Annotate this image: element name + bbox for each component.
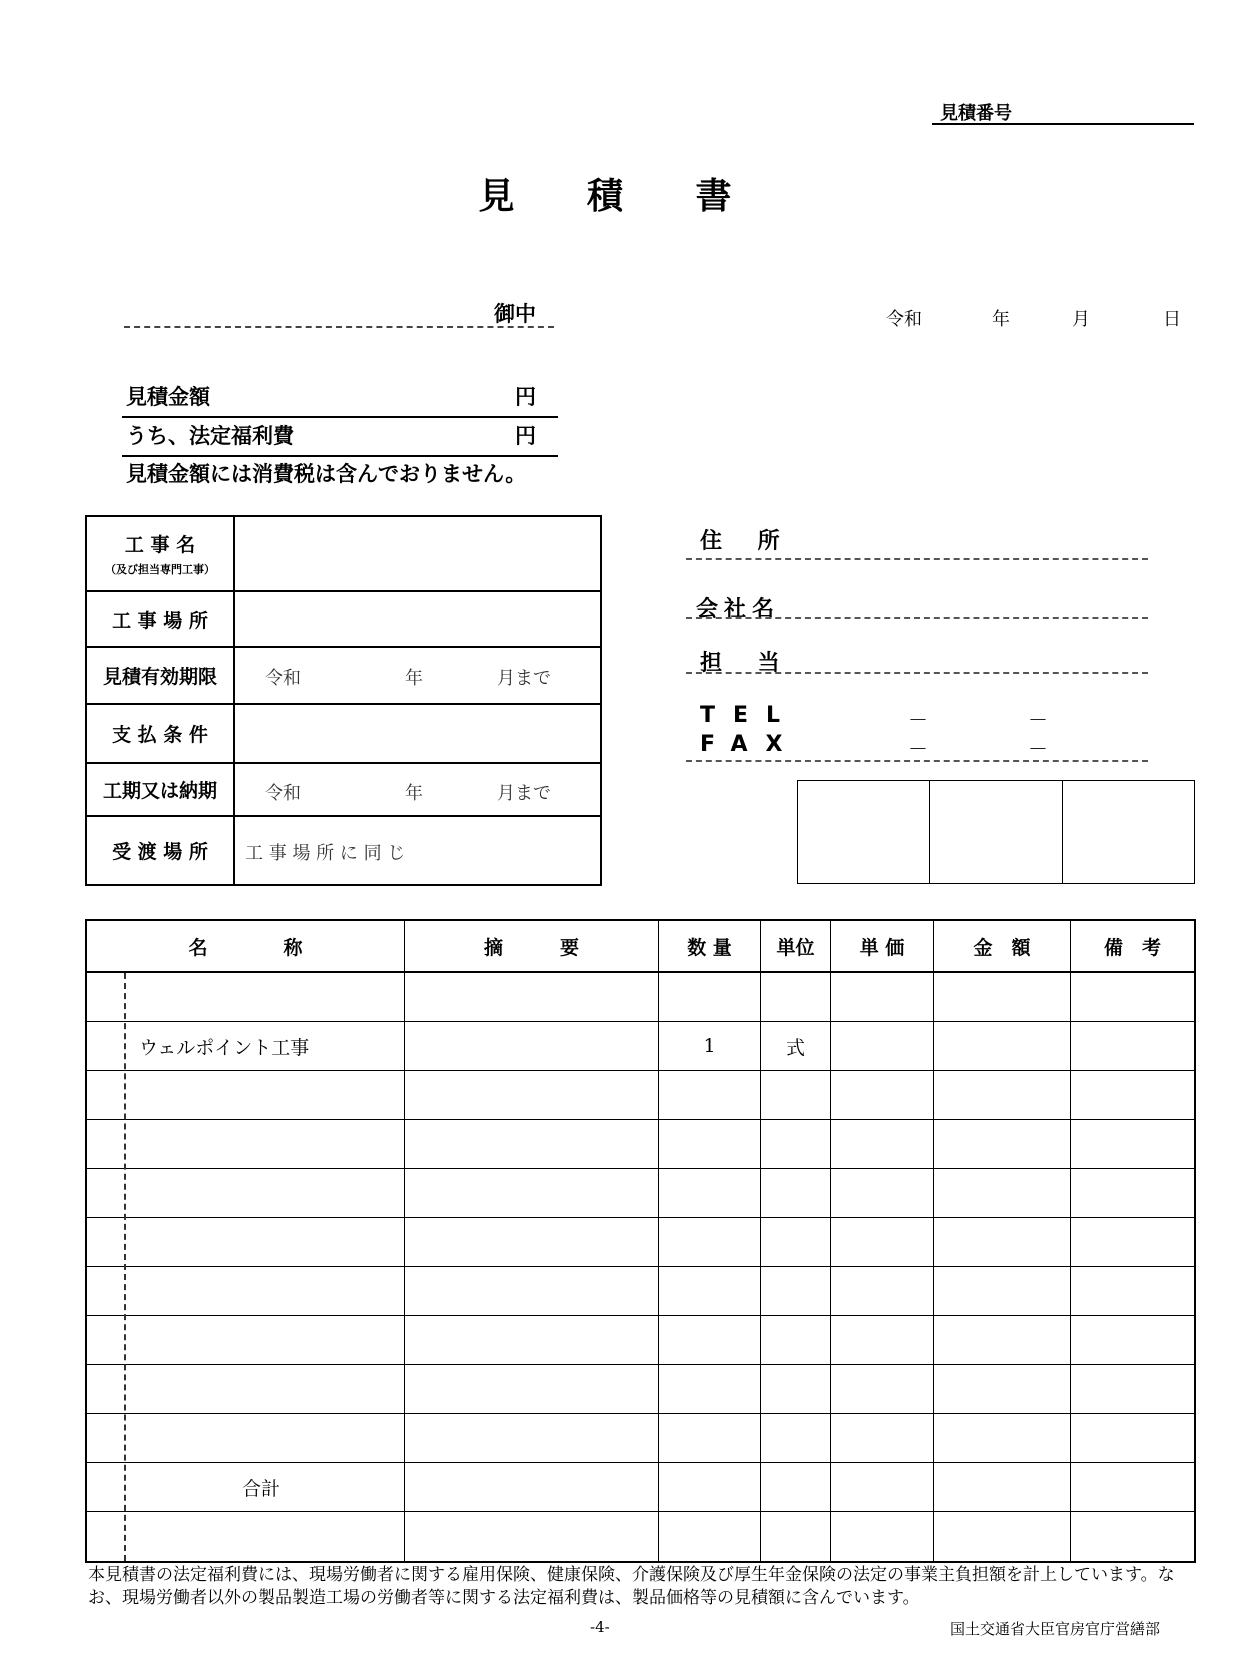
item-table	[85, 919, 1196, 1563]
cell-amount	[934, 1365, 1071, 1413]
cell-quantity	[659, 1414, 761, 1462]
person-label: 担 当	[700, 651, 794, 676]
cell-name	[87, 1365, 405, 1413]
cell-quantity	[659, 1365, 761, 1413]
date-day: 日	[1163, 309, 1181, 330]
cell-amount	[934, 1022, 1071, 1070]
table-row	[87, 1463, 1194, 1512]
date-year: 年	[992, 309, 1010, 330]
page-number: -4-	[590, 1618, 610, 1636]
cell-unit	[761, 1169, 831, 1217]
cell-summary	[405, 1316, 659, 1364]
cell-name	[87, 1120, 405, 1168]
header-quantity: 数 量	[659, 921, 761, 971]
table-row	[87, 1365, 1194, 1414]
construction-name-row	[87, 517, 600, 592]
company-line	[686, 617, 1148, 619]
delivery-value: 工 事 場 所 に 同 じ	[245, 843, 406, 864]
fax-dash-1: －	[908, 737, 928, 761]
cell-quantity	[659, 1071, 761, 1119]
stamp-box	[930, 781, 1062, 883]
table-row	[87, 1267, 1194, 1316]
validity-year: 年	[405, 668, 423, 689]
cell-summary	[405, 1071, 659, 1119]
table-row	[87, 1120, 1194, 1169]
cell-amount	[934, 1169, 1071, 1217]
header-unit: 単位	[761, 921, 831, 971]
item-table-header	[87, 921, 1194, 973]
delivery-value-cell	[235, 817, 600, 884]
cell-name-text: ウェルポイント工事	[139, 1036, 310, 1059]
cell-summary	[405, 1365, 659, 1413]
tel-dash-2: －	[1028, 708, 1048, 732]
payment-value	[235, 705, 600, 762]
welfare-amount-unit: 円	[515, 424, 536, 448]
cell-remarks	[1071, 1316, 1194, 1364]
cell-unit-price	[831, 1120, 934, 1168]
cell-name	[87, 1414, 405, 1462]
table-row	[87, 1218, 1194, 1267]
cell-unit	[761, 1316, 831, 1364]
cell-name-text: 合計	[242, 1477, 281, 1500]
period-era: 令和	[265, 783, 301, 804]
fax-line	[686, 760, 1148, 762]
cell-remarks	[1071, 1022, 1194, 1070]
cell-unit	[761, 1071, 831, 1119]
cell-unit-price	[831, 1022, 934, 1070]
person-line	[686, 672, 1148, 674]
tel-label: TEL	[700, 703, 799, 728]
stamp-boxes	[797, 780, 1195, 884]
cell-quantity	[659, 973, 761, 1021]
construction-name-label-cell	[87, 517, 235, 590]
stamp-box	[798, 781, 930, 883]
estimate-amount-label: 見積金額	[126, 385, 210, 409]
period-month: 月まで	[497, 783, 551, 804]
cell-unit-price	[831, 1463, 934, 1511]
estimate-amount-row	[122, 378, 558, 418]
cell-quantity	[659, 1316, 761, 1364]
cell-summary	[405, 1414, 659, 1462]
cell-unit-price	[831, 1365, 934, 1413]
cell-name	[87, 1267, 405, 1315]
date-month: 月	[1072, 309, 1090, 330]
stamp-box	[1063, 781, 1194, 883]
table-row	[87, 1414, 1194, 1463]
site-row	[87, 592, 600, 648]
cell-name	[87, 1512, 405, 1561]
cell-amount	[934, 1267, 1071, 1315]
cell-name	[87, 1169, 405, 1217]
cell-quantity	[659, 1512, 761, 1561]
table-row	[87, 973, 1194, 1022]
cell-name	[87, 1022, 405, 1070]
cell-name	[87, 973, 405, 1021]
table-row	[87, 1022, 1194, 1071]
cell-amount	[934, 1071, 1071, 1119]
period-year: 年	[405, 783, 423, 804]
validity-row	[87, 648, 600, 705]
cell-quantity	[659, 1169, 761, 1217]
cell-remarks	[1071, 1120, 1194, 1168]
validity-value	[235, 648, 600, 703]
cell-quantity	[659, 1022, 761, 1070]
cell-remarks	[1071, 1218, 1194, 1266]
header-summary: 摘 要	[405, 921, 659, 971]
cell-amount	[934, 973, 1071, 1021]
header-name: 名 称	[87, 921, 405, 971]
cell-remarks	[1071, 1267, 1194, 1315]
header-unit-price: 単 価	[831, 921, 934, 971]
cell-amount	[934, 1218, 1071, 1266]
cell-unit	[761, 1120, 831, 1168]
welfare-amount-row	[122, 417, 558, 457]
table-row	[87, 1316, 1194, 1365]
cell-amount	[934, 1316, 1071, 1364]
cell-remarks	[1071, 1463, 1194, 1511]
document-title: 見 積 書	[478, 175, 762, 217]
cell-unit-price	[831, 1218, 934, 1266]
cell-summary	[405, 1512, 659, 1561]
delivery-label: 受 渡 場 所	[87, 817, 235, 884]
construction-name-sublabel: （及び担当専門工事）	[105, 563, 215, 576]
cell-remarks	[1071, 973, 1194, 1021]
cell-amount	[934, 1463, 1071, 1511]
cell-unit-price	[831, 1414, 934, 1462]
department-name: 国土交通省大臣官房官庁営繕部	[950, 1620, 1161, 1638]
cell-amount	[934, 1120, 1071, 1168]
tel-dash-1: －	[908, 708, 928, 732]
cell-quantity	[659, 1463, 761, 1511]
cell-summary	[405, 1267, 659, 1315]
cell-unit	[761, 1512, 831, 1561]
cell-summary	[405, 1218, 659, 1266]
period-value	[235, 764, 600, 815]
cell-unit-text: 式	[785, 1036, 805, 1059]
welfare-amount-label: うち、法定福利費	[126, 424, 294, 448]
address-line	[686, 558, 1148, 560]
validity-era: 令和	[265, 668, 301, 689]
cell-quantity	[659, 1267, 761, 1315]
estimate-number-label: 見積番号	[940, 103, 1012, 124]
cell-summary	[405, 1120, 659, 1168]
cell-unit-price	[831, 1316, 934, 1364]
table-row	[87, 1512, 1194, 1561]
cell-unit	[761, 1365, 831, 1413]
cell-unit	[761, 1022, 831, 1070]
estimate-number-field	[932, 103, 1194, 125]
payment-row	[87, 705, 600, 764]
footnote: 本見積書の法定福利費には、現場労働者に関する雇用保険、健康保険、介護保険及び厚生年金保険の法定の事業主負担額を計上しています。なお、現場労働者以外の製品製造工場の労働者等に関する法定福利費は、製品価格等の見積額に含んでいます。	[88, 1565, 1175, 1608]
cell-remarks	[1071, 1365, 1194, 1413]
cell-unit-price	[831, 1512, 934, 1561]
address-label: 住 所	[700, 529, 794, 554]
cell-summary	[405, 1169, 659, 1217]
date-era: 令和	[886, 309, 922, 330]
construction-name-label: 工 事 名	[124, 534, 196, 556]
cell-remarks	[1071, 1512, 1194, 1561]
cell-summary	[405, 973, 659, 1021]
cell-unit-price	[831, 973, 934, 1021]
cell-remarks	[1071, 1169, 1194, 1217]
cell-unit	[761, 1267, 831, 1315]
cell-amount	[934, 1512, 1071, 1561]
site-value	[235, 592, 600, 646]
addressee-suffix: 御中	[494, 302, 536, 326]
header-amount: 金 額	[934, 921, 1071, 971]
cell-quantity-text: 1	[703, 1035, 716, 1057]
addressee-line	[124, 326, 554, 328]
table-row	[87, 1071, 1194, 1120]
period-label: 工期又は納期	[87, 764, 235, 815]
cell-name	[87, 1463, 405, 1511]
validity-label: 見積有効期限	[87, 648, 235, 703]
cell-remarks	[1071, 1414, 1194, 1462]
fax-dash-2: －	[1028, 737, 1048, 761]
estimate-amount-unit: 円	[515, 385, 536, 409]
cell-name	[87, 1316, 405, 1364]
cell-unit	[761, 1414, 831, 1462]
cell-summary	[405, 1463, 659, 1511]
cell-unit-price	[831, 1169, 934, 1217]
cell-unit	[761, 973, 831, 1021]
delivery-row	[87, 817, 600, 884]
cell-summary	[405, 1022, 659, 1070]
header-remarks: 備 考	[1103, 936, 1161, 959]
company-label: 会社名	[696, 597, 781, 622]
site-label: 工 事 場 所	[87, 592, 235, 646]
construction-name-value	[235, 517, 600, 590]
cell-name	[87, 1071, 405, 1119]
validity-month: 月まで	[497, 668, 551, 689]
cell-name	[87, 1218, 405, 1266]
cell-unit-price	[831, 1267, 934, 1315]
cell-quantity	[659, 1120, 761, 1168]
info-table	[85, 515, 602, 886]
table-row	[87, 1169, 1194, 1218]
cell-unit	[761, 1218, 831, 1266]
cell-remarks	[1071, 1071, 1194, 1119]
cell-unit-price	[831, 1071, 934, 1119]
tax-note: 見積金額には消費税は含んでおりません。	[126, 462, 527, 486]
fax-label: FAX	[700, 732, 801, 757]
period-row	[87, 764, 600, 817]
payment-label: 支 払 条 件	[87, 705, 235, 762]
cell-amount	[934, 1414, 1071, 1462]
indent-guide	[124, 973, 126, 1561]
cell-unit	[761, 1463, 831, 1511]
cell-quantity	[659, 1218, 761, 1266]
